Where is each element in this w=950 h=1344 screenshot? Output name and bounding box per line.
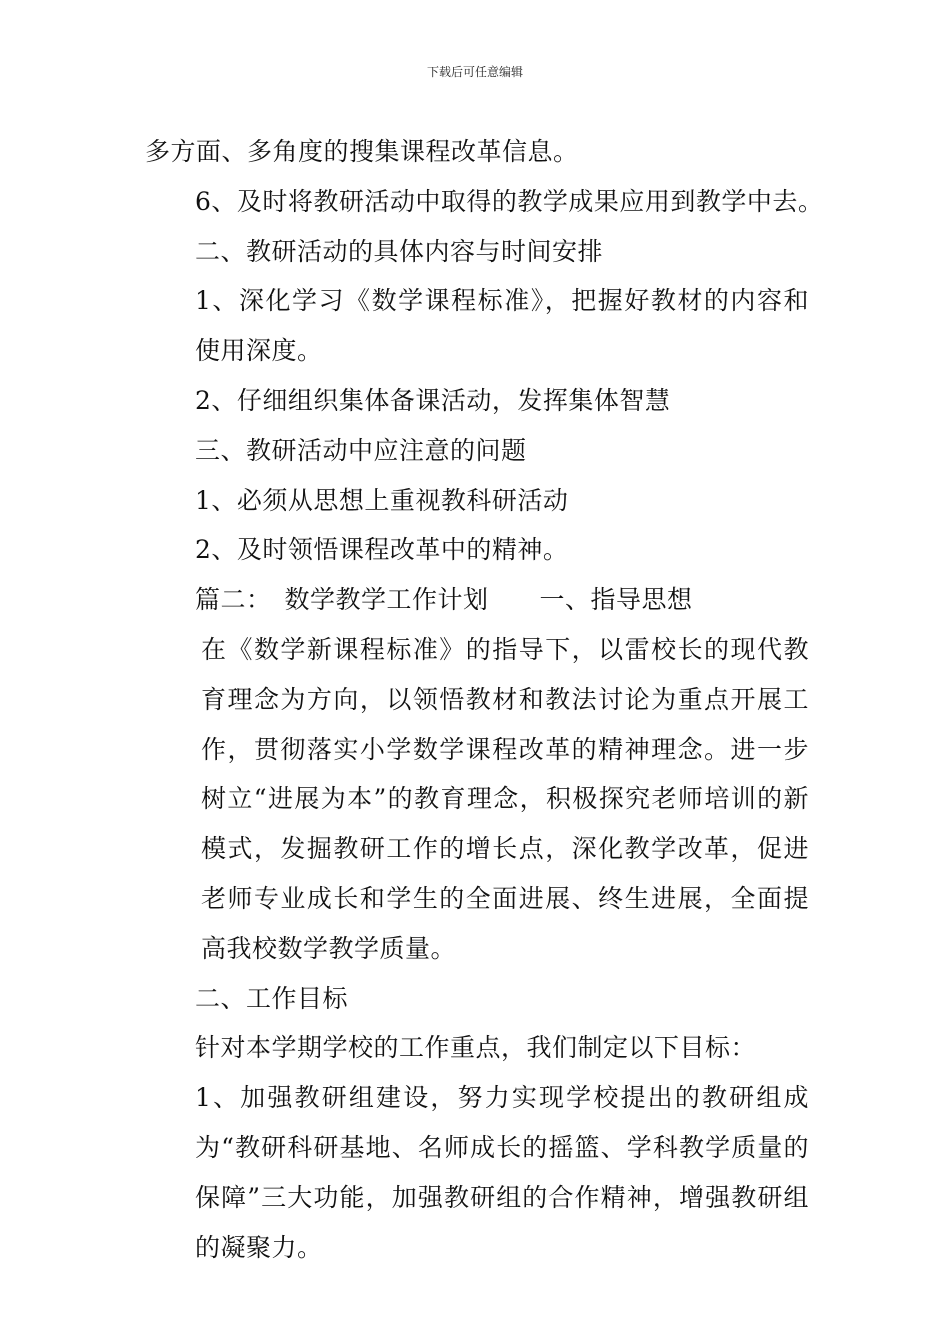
- page-header: 下载后可任意编辑: [426, 65, 523, 79]
- section-heading: 二、教研活动的具体内容与时间安排: [195, 236, 604, 266]
- paragraph: 2、及时领悟课程改革中的精神。: [195, 535, 569, 565]
- paragraph: 针对本学期学校的工作重点，我们制定以下目标：: [195, 1033, 757, 1063]
- section-heading: 三、教研活动中应注意的问题: [195, 435, 527, 465]
- paragraph: 1、必须从思想上重视教科研活动: [195, 485, 569, 515]
- paragraph: 多方面、多角度的搜集课程改革信息。: [145, 137, 579, 166]
- document-body: [145, 127, 824, 1272]
- paragraph: 在《数学新课程标准》的指导下，以雷校长的现代教育理念为方向，以领悟教材和教法讨论为重点开展工作，贯彻落实小学数学课程改革的精神理念。进一步树立“进展为本”的教育理念，积极探究老师培训的新模式，发掘教研工作的增长点，深化教学改革，促进老师专业成长和学生的全面进展、终生进展，全面提高我校数学教学质量。: [201, 634, 809, 963]
- section-heading: 篇二： 数学教学工作计划 一、指导思想: [195, 585, 693, 615]
- section-heading: 二、工作目标: [195, 983, 349, 1013]
- paragraph: 2、仔细组织集体备课活动，发挥集体智慧: [195, 385, 671, 415]
- paragraph: 1、加强教研组建设，努力实现学校提出的教研组成为“教研科研基地、名师成长的摇篮、学科教学质量的保障”三大功能，加强教研组的合作精神，增强教研组的凝聚力。: [195, 1083, 809, 1262]
- paragraph: 1、深化学习《数学课程标准》，把握好教材的内容和使用深度。: [195, 286, 809, 366]
- paragraph: 6、及时将教研活动中取得的教学成果应用到教学中去。: [195, 186, 824, 216]
